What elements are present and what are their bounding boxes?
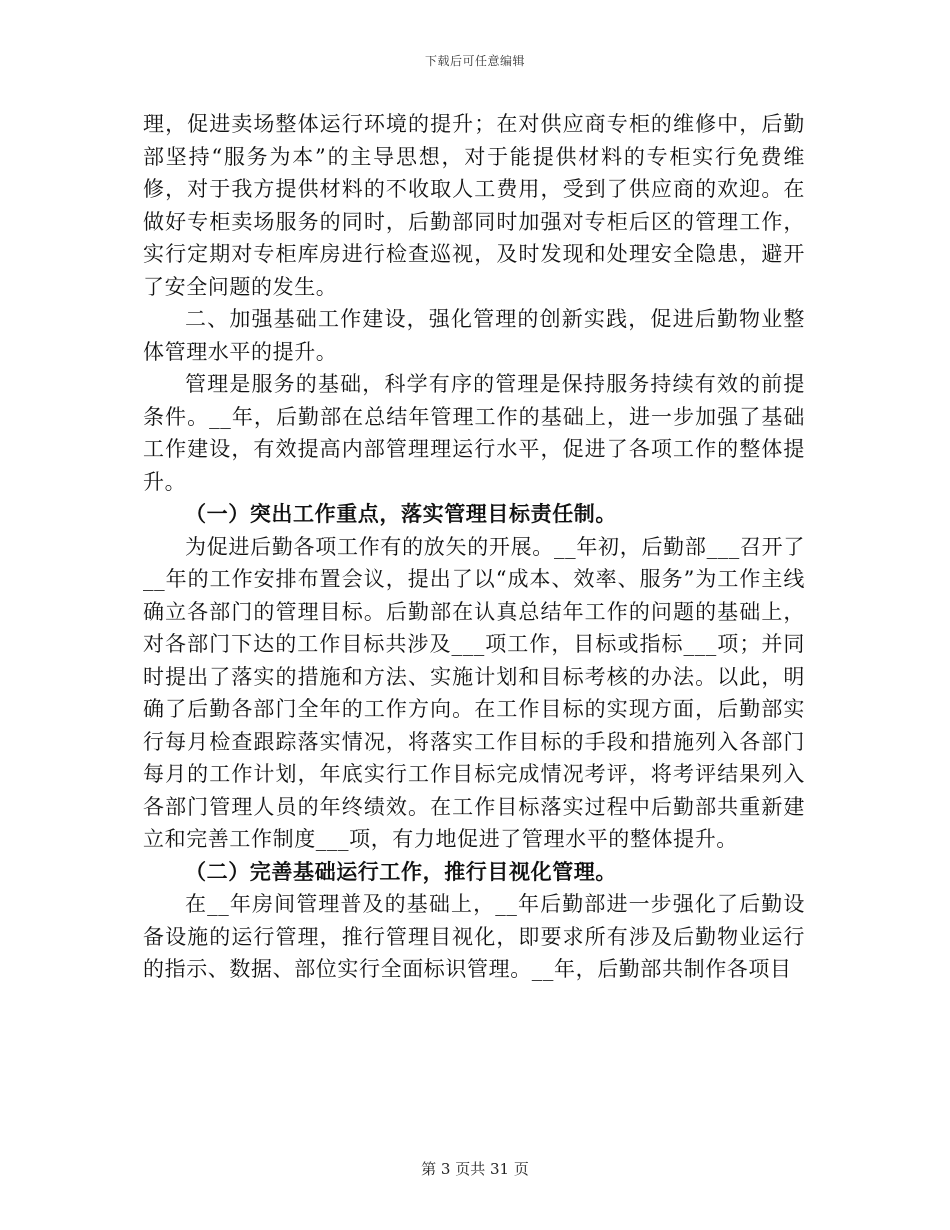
paragraph-continued: 理，促进卖场整体运行环境的提升；在对供应商专柜的维修中，后勤部坚持“服务为本”的主导思想，对于能提供材料的专柜实行免费维修，对于我方提供材料的不收取人工费用，受到了供应商的欢迎。在做好专柜卖场服务的同时，后勤部同时加强对专柜后区的管理工作，实行定期对专柜库房进行检查巡视，及时发现和处理安全隐患，避开了安全问题的发生。 (143, 112, 805, 299)
page-header-note: 下载后可任意编辑 (424, 54, 525, 68)
paragraph-management-basis: 管理是服务的基础，科学有序的管理是保持服务持续有效的前提条件。__年，后勤部在总结年管理工作的基础上，进一步加强了基础工作建设，有效提高内部管理理运行水平，促进了各项工作的整体提升。 (143, 372, 805, 494)
document-body (143, 108, 805, 986)
subheading-two: （二）完善基础运行工作，推行目视化管理。 (185, 858, 617, 884)
page-number: 第 3 页共 31 页 (421, 1160, 529, 1178)
paragraph-visual-management: 在__年房间管理普及的基础上，__年后勤部进一步强化了后勤设备设施的运行管理，推行管理目视化，即要求所有涉及后勤物业运行的指示、数据、部位实行全面标识管理。__年，后勤部共制作各项目 (143, 892, 805, 981)
section-two-title: 二、加强基础工作建设，强化管理的创新实践，促进后勤物业整体管理水平的提升。 (143, 307, 805, 364)
paragraph-target-responsibility: 为促进后勤各项工作有的放矢的开展。__年初，后勤部___召开了__年的工作安排布置会议，提出了以“成本、效率、服务”为工作主线确立各部门的管理目标。后勤部在认真总结年工作的问题的基础上，对各部门下达的工作目标共涉及___项工作，目标或指标___项；并同时提出了落实的措施和方法、实施计划和目标考核的办法。以此，明确了后勤各部门全年的工作方向。在工作目标的实现方面，后勤部实行每月检查跟踪落实情况，将落实工作目标的手段和措施列入各部门每月的工作计划，年底实行工作目标完成情况考评，将考评结果列入各部门管理人员的年终绩效。在工作目标落实过程中后勤部共重新建立和完善工作制度___项，有力地促进了管理水平的整体提升。 (143, 534, 805, 851)
subheading-one: （一）突出工作重点，落实管理目标责任制。 (185, 501, 617, 526)
